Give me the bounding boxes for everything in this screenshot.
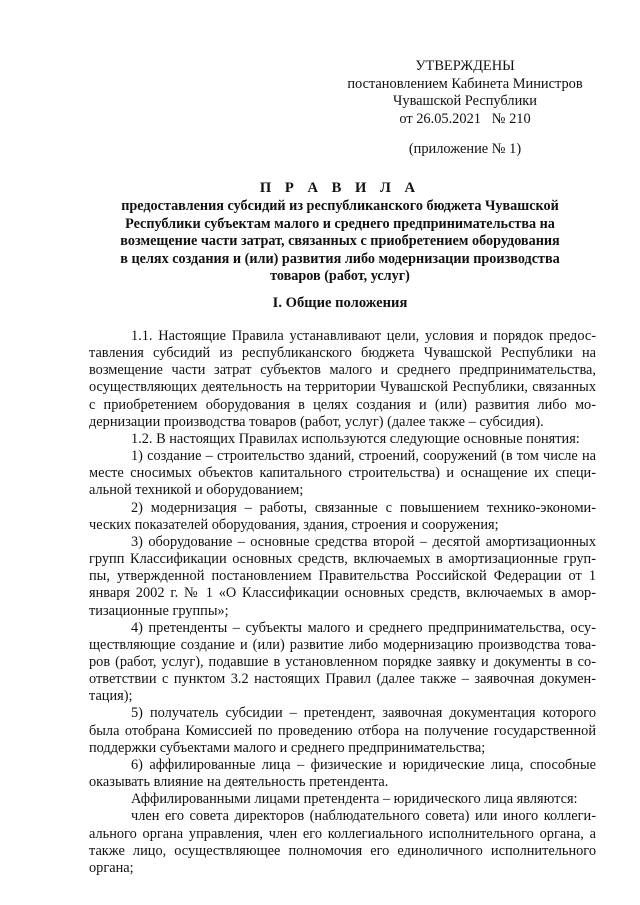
approval-stamp (330, 58, 600, 128)
document-body (89, 328, 596, 877)
approval-line-date-number: от 26.05.2021 № 210 (399, 110, 531, 127)
paragraph-affiliates-board: член его совета директоров (наблюдательного совета) или иного коллегиального органа управления, член его коллегиального исполнительного органа, а также лицо, осуществляющее полномочия его единоличного исполнительного органа; (89, 808, 596, 876)
paragraph-definition-modernization: 2) модернизация – работы, связанные с повышением технико-экономических показателей оборудования, здания, строения и сооружения; (89, 499, 596, 533)
subtitle-line: предоставления субсидий из республиканского бюджета Чувашской (121, 198, 559, 214)
paragraph-definition-applicants: 4) претенденты – субъекты малого и среднего предпринимательства, осуществляющие создание и (или) развитие либо модернизацию производства товаров (работ, услуг), подавшие в установленном порядке заявку и документы в соответствии с пунктом 3.2 настоящих Правил (далее также – заявочная документация); (89, 619, 596, 705)
subtitle-line: в целях создания и (или) развития либо модернизации производства (120, 250, 560, 267)
paragraph-definition-affiliates: 6) аффилированные лица – физические и юридические лица, способные оказывать влияние на деятельность претендента. (89, 756, 596, 791)
section-heading: I. Общие положения (272, 295, 408, 311)
paragraph-definition-creation: 1) создание – строительство зданий, строений, сооружений (в том числе на месте сносимых объектов капитального строительства) и оснащение их специальной техникой и оборудованием; (89, 448, 596, 499)
document-subtitle (90, 198, 590, 286)
document-title: П Р А В И Л А (259, 180, 421, 196)
approval-line-republic: Чувашской Республики (393, 93, 537, 109)
paragraph-affiliates-intro: Аффилированными лицами претендента – юридического лица являются: (131, 791, 578, 808)
paragraph-definition-equipment: 3) оборудование – основные средства второй – десятой амортизационных групп Классификации основных средств, включаемых в амортизационные группы, утвержденной постановлением Правительства Российской Федерации от 1 января 2002 г. № 1 «О Классификации основных средств, включаемых в амортизационные группы»; (89, 533, 596, 619)
paragraph-definition-recipient: 5) получатель субсидии – претендент, заявочная документация которого была отобрана Комиссией по проведению отбора на получение государственной поддержки субъектами малого и среднего предпринимательства; (89, 705, 596, 756)
subtitle-line: Республики субъектам малого и среднего предпринимательства на (125, 215, 555, 232)
approval-line-resolution: постановлением Кабинета Министров (347, 75, 583, 92)
appendix-note: (приложение № 1) (408, 141, 522, 157)
subtitle-line: товаров (работ, услуг) (270, 268, 410, 284)
paragraph-1-1: 1.1. Настоящие Правила устанавливают цели, условия и порядок предоставления субсидий из республиканского бюджета Чувашской Республики на возмещение части затрат субъектов малого и среднего предпринимательства, осуществляющих деятельность на территории Чувашской Республики, связанных с приобретением оборудования в целях создания и (или) развития либо модернизации производства товаров (работ, услуг) (далее также – субсидия). (89, 328, 596, 430)
subtitle-line: возмещение части затрат, связанных с приобретением оборудования (120, 233, 560, 249)
paragraph-1-2: 1.2. В настоящих Правилах используются следующие основные понятия: (131, 430, 580, 447)
approval-line-approved: УТВЕРЖДЕНЫ (415, 58, 515, 74)
